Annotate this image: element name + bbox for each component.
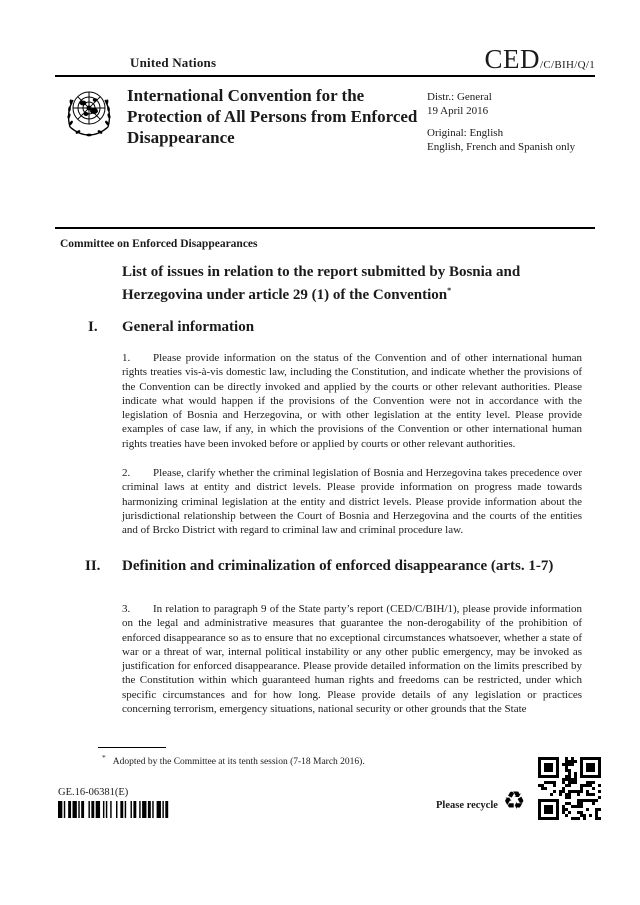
title-footnote-marker: *: [447, 285, 452, 295]
distribution-block: [427, 90, 587, 154]
paragraph-text: Please provide information on the status of the Convention and of other international human rights treaties vis-à-vis domestic law, including the Constitution, and indicate whether the provisions of the Convention can be directly invoked and applied by the courts or other relevant authorities. Please indicate what would happen if the provisions of the Convention were not in accordance with the legislation of Bosnia and Herzegovina, or with other legislation at the entity level. Please provide examples of case law, if any, in which the provisions of the Convention or other international human rights treaties have been invoked before or applied by courts or other relevant authorities.: [122, 352, 582, 450]
barcode: [58, 801, 174, 823]
convention-title: International Convention for the Protection of All Persons from Enforced Disappearance: [127, 86, 418, 147]
section-numeral: I.: [88, 319, 98, 335]
document-symbol-suffix: /C/BIH/Q/1: [540, 59, 595, 71]
un-emblem-icon: [61, 83, 117, 141]
date-line: 19 April 2016: [427, 105, 489, 117]
recycle-icon: ♻: [503, 786, 526, 815]
footnote: [102, 753, 522, 767]
header-rule: [55, 75, 595, 77]
committee-name: Committee on Enforced Disappearances: [60, 238, 258, 250]
paragraph-2: [122, 466, 582, 537]
qr-code: [538, 757, 602, 826]
section-title: Definition and criminalization of enforced disappearance (arts. 1-7): [122, 558, 554, 574]
paragraph-number: 3.: [122, 603, 131, 615]
section-heading-1: [88, 318, 255, 336]
footnote-marker: *: [102, 753, 106, 762]
footnote-rule: [98, 747, 166, 748]
paragraph-text: In relation to paragraph 9 of the State party’s report (CED/C/BIH/1), please provide information on the legal and administrative measures that guarantee the non-derogability of the prohibition of enforced disappearance so as to ensure that no exceptional circumstances whatsoever, whether a state of war or a threat of war, internal political instability or any other public emergency, may be invoked as justification for enforced disappearance. Please provide detailed information on the limits prescribed by the Constitution within which guaranteed human rights and freedoms can be restricted, under which specific circumstances and for how long. Please provide details of any legislation or practices concerning terrorism, emergency situations, national security or other grounds that the State: [122, 603, 582, 716]
paragraph-number: 2.: [122, 467, 131, 479]
title-separator-rule: [55, 227, 595, 229]
section-title: General information: [122, 319, 255, 335]
original-language-line: Original: English: [427, 127, 504, 139]
org-name: United Nations: [130, 55, 217, 70]
ge-number: GE.16-06381(E): [58, 787, 129, 798]
recycle-label: Please recycle: [436, 800, 498, 811]
distr-line: Distr.: General: [427, 91, 492, 103]
languages-line: English, French and Spanish only: [427, 141, 576, 153]
paragraph-text: Please, clarify whether the criminal legislation of Bosnia and Herzegovina takes precedence over criminal laws at entity and district levels. Please provide information on progress made towards harmonizing criminal legislation at the entity and district levels. Please provide information about the jurisdictional relationship between the Court of Bosnia and Herzegovina and the courts of the entities and of Brcko District with regard to criminal law and criminal procedure law.: [122, 467, 582, 537]
section-numeral: II.: [85, 558, 101, 574]
document-title: List of issues in relation to the report submitted by Bosnia and Herzegovina under article 29 (1) of the Convention*: [122, 264, 521, 303]
section-heading-2: [85, 557, 567, 575]
paragraph-1: [122, 351, 582, 451]
footnote-text: Adopted by the Committee at its tenth session (7-18 March 2016).: [112, 757, 365, 768]
document-symbol-main: CED: [484, 44, 541, 74]
paragraph-3: [122, 602, 582, 716]
paragraph-number: 1.: [122, 352, 131, 364]
document-symbol: [485, 44, 595, 75]
